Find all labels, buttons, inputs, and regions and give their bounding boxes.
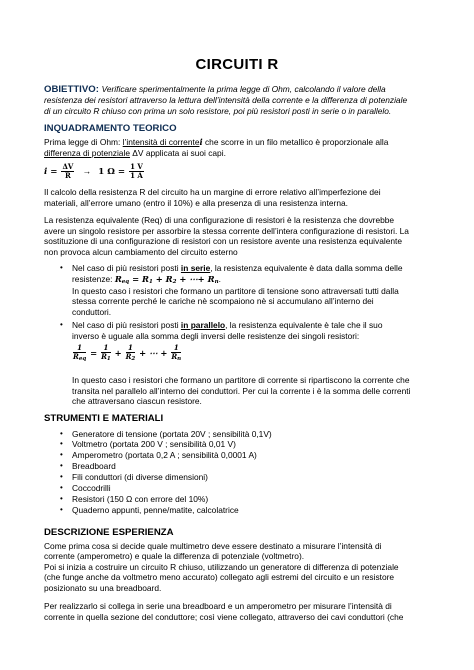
paragraph-req-1: La resistenza equivalente (Req) di una configurazione di resistori è la resistenza che dovrebbe [44, 215, 395, 225]
inquadramento-heading: INQUADRAMENTO TEORICO [44, 123, 177, 134]
strumenti-item-label: Quaderno appunti, penne/matite, calcolatrice [72, 504, 239, 515]
paragraph-errore-2: materiali, all’errore umano (entro il 10%) e alla presenza di una resistenza interna. [44, 197, 348, 208]
bullet-icon: • [60, 439, 63, 449]
obiettivo-line-1: OBIETTIVO: Verificare sperimentalmente la prima legge di Ohm, calcolando il valore della [44, 84, 386, 95]
parallelo-formula: $\frac{1}{\text{Req}}$ = $\frac{1}{R1}$ + $\frac{1}{R2}$ + ⋯ + $\frac{1}{Rn}$ [73, 343, 182, 362]
paragraph-req-2: avere un singolo resistore per assorbire la stessa corrente dell’intera configurazione di resistori. La [44, 225, 409, 236]
page-title: CIRCUITI R [195, 56, 279, 73]
bullet-icon: • [60, 461, 63, 471]
strumenti-item-label: Voltmetro (portata 200 V ; sensibilità 0,01 V) [72, 439, 236, 450]
ohm-line-2: differenza di potenziale ΔV applicata ai suoi capi. [44, 147, 226, 158]
paragraph-errore-1: Il calcolo della resistenza R del circuito ha un margine di errore relativo all’imperfezione dei [44, 187, 381, 197]
obiettivo-line-2: resistenza dei resistori attraverso la lettura dell’intensità della corrente e la differenza di potenziale [44, 95, 408, 105]
obiettivo-line-3: di un circuito R chiuso con prima un solo resistore, poi più resistori posti in serie o in parallelo. [44, 105, 392, 116]
descrizione-line-4: (che funge anche da voltmetro meno accurato) collegato agli estremi del circuito e un resistore [44, 572, 395, 582]
bullet-icon: • [60, 450, 63, 460]
strumenti-item-label: Generatore di tensione (portata 20V ; sensibilità 0,1V) [72, 428, 272, 439]
descrizione-line-5: posizionato su una breadboard. [44, 582, 162, 593]
strumenti-item-label: Resistori (150 Ω con errore del 10%) [72, 493, 209, 504]
ohm-formula: i = $\frac{\Delta V}{R}$ → 1 Ω = $\frac{1 V}{1 A}$ [44, 162, 143, 181]
descrizione-line-1: Come prima cosa si decide quale multimetro deve essere destinato a misurare l’intensità di [44, 540, 382, 551]
strumenti-item-label: Fili conduttori (di diverse dimensioni) [72, 472, 208, 483]
bullet-icon: • [60, 493, 63, 503]
ohm-line-1: Prima legge di Ohm: l’intensità di correntei che scorre in un filo metallico è proporzionale alla [44, 137, 389, 147]
strumenti-heading: STRUMENTI E MATERIALI [44, 413, 164, 424]
bullet-icon: • [60, 320, 63, 329]
strumenti-item-label: Amperometro (portata 0,2 A ; sensibilità 0,0001 A) [72, 450, 257, 461]
bullet-icon: • [60, 472, 63, 482]
bullet-icon: • [60, 263, 63, 272]
descrizione-line-6: Per realizzarlo si collega in serie una breadboard e un amperometro per misurare l’intensità di [44, 601, 392, 611]
descrizione-line-3: Poi si inizia a costruire un circuito R chiuso, utilizzando un generatore di differenza di potenziale [44, 561, 399, 572]
paragraph-req-4: non provoca alcun cambiamento del circuito esterno [44, 246, 238, 257]
document-page: CIRCUITI R OBIETTIVO: Verificare sperimentalmente la prima legge di Ohm, calcolando il valore della resistenza dei resistori attraverso la lettura dell’intensità della corrente e la differenza di potenziale di un circuito R chiuso con prima un solo resistore, poi più resistori posti in serie o in parallelo. INQUADRAMENTO TEORICO Prima legge di Ohm: l’intensità di correntei che scorre in un filo metallico è proporzionale alla differenza di potenziale ΔV applicata ai suoi capi. i = $\frac{\Delta V}{R}$ → 1 Ω = $\frac{1 V}{1 A}$ Il calcolo della resistenza R del circuito ha un margine di errore relativo all’imperfezione dei materiali, all’errore umano (entro il 10%) e alla presenza di una resistenza interna. La resistenza equivalente (Req) di una configurazione di resistori è la resistenza che dovrebbe avere un singolo resistore per assorbire la stessa corrente dell’intera configurazione di resistori. La sostituzione di una configurazione di resistori con un resistore avente una resistenza equivalente non provoca alcun cambiamento del circuito esterno • Nel caso di più resistori posti in serie, la resistenza equivalente è data dalla somma delle resistenze: Req = R1 + R2 + ⋯+ Rn. In questo caso i resistori che formano un partitore di tensione sono attraversati tutti dalla stessa corrente perché le cariche nè scompaiono nè si accumulano all’interno dei conduttori. • Nel caso di più resistori posti in parallelo, la resistenza equivalente è tale che il suo inverso è uguale alla somma degli inversi delle resistenze dei singoli resistori: $\frac{1}{\text{Req}}$ = $\frac{1}{R1}$ + $\frac{1}{R2}$ + ⋯ + $\frac{1}{Rn}$ In questo caso i resistori che formano un partitore di corrente si ripartiscono la corrente che transita nel parallelo all’interno dei conduttori. Per cui la corrente i è la somma delle correnti che attraversano ciascun resistore. STRUMENTI E MATERIALI • Generatore di tensione (portata 20V ; sensibilità 0,1V) • Voltmetro (portata 200 V ; sensibilità 0,01 V) • Amperometro (portata 0,2 A ; sensibilità 0,0001 A) • Breadboard • Fili conduttori (di diverse dimensioni) • Coccodrilli • Resistori (150 Ω con errore del 10%) • Quaderno appunti, penne/matite, calcolatrice DESCRIZIONE ESPERIENZA Come prima cosa si decide quale multimetro deve essere destinato a misurare l’intensità di corrente (amperometro) e quale la differenza di potenziale (voltmetro). Poi si inizia a costruire un circuito R chiuso, utilizzando un generatore di differenza di potenziale (che funge anche da voltmetro meno accurato) collegato agli estremi del circuito e un resistore posizionato su una breadboard. Per realizzarlo si collega in serie una breadboard e un amperometro per misurare l’intensità di corrente in quella sezione del conduttore; così viene collegato, attraverso dei cavi conduttori (che [0, 0, 474, 670]
bullet-icon: • [60, 428, 63, 438]
strumenti-item-label: Breadboard [72, 461, 116, 472]
descrizione-line-2: corrente (amperometro) e quale la differenza di potenziale (voltmetro). [44, 551, 305, 561]
descrizione-heading: DESCRIZIONE ESPERIENZA [44, 527, 174, 538]
obiettivo-label: OBIETTIVO [44, 84, 96, 95]
paragraph-req-3: sostituzione di una configurazione di resistori con un resistore avente una resistenza equivalente [44, 236, 403, 246]
strumenti-item-label: Coccodrilli [72, 483, 111, 493]
bullet-icon: • [60, 483, 63, 492]
descrizione-line-7: corrente in quella sezione del conduttore; così viene collegato, attraverso dei cavi conduttori (che [44, 611, 404, 622]
bullet-icon: • [60, 504, 63, 514]
